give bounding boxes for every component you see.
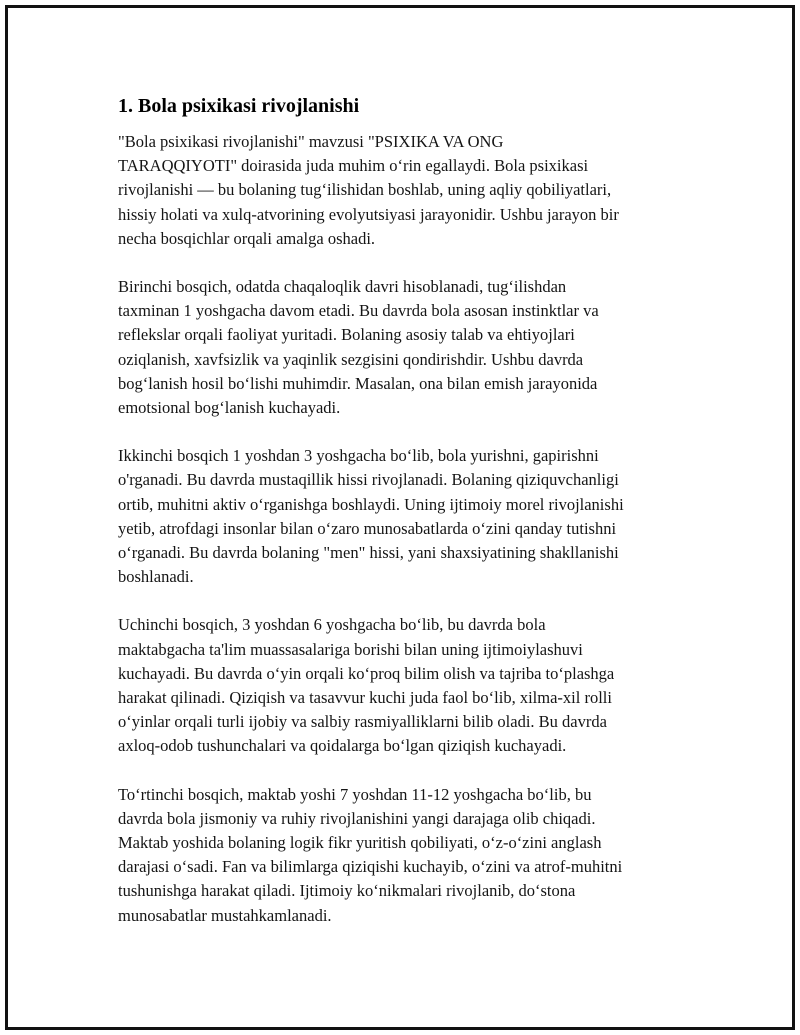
paragraph	[118, 275, 688, 420]
paragraph	[118, 613, 688, 758]
paragraph	[118, 444, 688, 589]
paragraph-line: oziqlanish, xavfsizlik va yaqinlik sezgisini qondirishdir. Ushbu davrda	[118, 349, 584, 369]
paragraph-line: o‘yinlar orqali turli ijobiy va salbiy rasmiyalliklarni bilib oladi. Bu davrda	[118, 712, 607, 732]
paragraph-list	[118, 130, 688, 928]
paragraph-line: Birinchi bosqich, odatda chaqaloqlik davri hisoblanadi, tug‘ilishdan	[118, 277, 567, 297]
paragraph-line: Ikkinchi bosqich 1 yoshdan 3 yoshgacha bo‘lib, bola yurishni, gapirishni	[118, 446, 599, 466]
paragraph-line: Uchinchi bosqich, 3 yoshdan 6 yoshgacha bo‘lib, bu davrda bola	[118, 615, 546, 635]
paragraph-line: necha bosqichlar orqali amalga oshadi.	[118, 228, 376, 248]
paragraph	[118, 130, 688, 251]
paragraph-line: axloq-odob tushunchalari va qoidalarga bo‘lgan qiziqish kuchayadi.	[118, 736, 567, 756]
paragraph-line: reflekslar orqali faoliyat yuritadi. Bolaning asosiy talab va ehtiyojlari	[118, 325, 575, 345]
paragraph-line: boshlanadi.	[118, 567, 194, 587]
paragraph-line: yetib, atrofdagi insonlar bilan o‘zaro munosabatlarda o‘zini qanday tutishni	[118, 518, 617, 538]
paragraph-line: darajasi o‘sadi. Fan va bilimlarga qiziqishi kuchayib, o‘zini va atrof-muhitni	[118, 857, 623, 877]
paragraph-line: To‘rtinchi bosqich, maktab yoshi 7 yoshdan 11-12 yoshgacha bo‘lib, bu	[118, 784, 592, 804]
paragraph	[118, 783, 688, 928]
paragraph-line: kuchayadi. Bu davrda o‘yin orqali ko‘proq bilim olish va tajriba to‘plashga	[118, 663, 615, 683]
paragraph-line: hissiy holati va xulq-atvorining evolyutsiyasi jarayonidir. Ushbu jarayon bir	[118, 204, 619, 224]
paragraph-line: o‘rganadi. Bu davrda bolaning "men" hissi, yani shaxsiyatining shakllanishi	[118, 543, 619, 563]
paragraph-line: rivojlanishi — bu bolaning tug‘ilishidan boshlab, uning aqliy qobiliyatlari,	[118, 180, 612, 200]
paragraph-line: tushunishga harakat qiladi. Ijtimoiy ko‘nikmalari rivojlanib, do‘stona	[118, 881, 576, 901]
paragraph-line: maktabgacha ta'lim muassasalariga borishi bilan uning ijtimoiylashuvi	[118, 639, 583, 659]
paragraph-line: ortib, muhitni aktiv o‘rganishga boshlaydi. Uning ijtimoiy morel rivojlanishi	[118, 494, 624, 514]
section-heading: 1. Bola psixikasi rivojlanishi	[118, 95, 360, 117]
paragraph-line: TARAQQIYOTI" doirasida juda muhim o‘rin egallaydi. Bola psixikasi	[118, 156, 589, 176]
paragraph-line: bog‘lanish hosil bo‘lishi muhimdir. Masalan, ona bilan emish jarayonida	[118, 373, 598, 393]
paragraph-line: taxminan 1 yoshgacha davom etadi. Bu davrda bola asosan instinktlar va	[118, 301, 599, 321]
document-body	[118, 92, 688, 952]
paragraph-line: emotsional bog‘lanish kuchayadi.	[118, 398, 341, 418]
paragraph-line: harakat qilinadi. Qiziqish va tasavvur kuchi juda faol bo‘lib, xilma-xil rolli	[118, 688, 612, 708]
paragraph-line: munosabatlar mustahkamlanadi.	[118, 905, 332, 925]
paragraph-line: o'rganadi. Bu davrda mustaqillik hissi rivojlanadi. Bolaning qiziquvchanligi	[118, 470, 619, 490]
paragraph-line: davrda bola jismoniy va ruhiy rivojlanishini yangi darajaga olib chiqadi.	[118, 808, 596, 828]
paragraph-line: Maktab yoshida bolaning logik fikr yuritish qobiliyati, o‘z-o‘zini anglash	[118, 833, 602, 853]
paragraph-line: "Bola psixikasi rivojlanishi" mavzusi "PSIXIKA VA ONG	[118, 132, 504, 151]
